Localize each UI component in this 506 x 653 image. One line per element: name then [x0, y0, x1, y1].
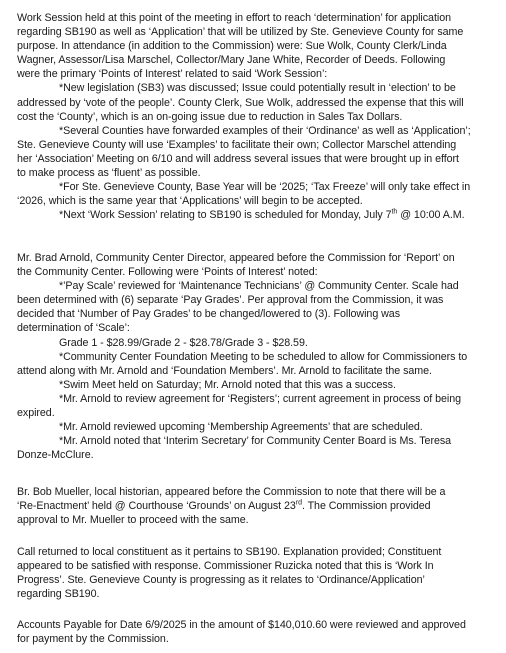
community-center-line: *Swim Meet held on Saturday; Mr. Arnold noted that this was a success. [59, 378, 396, 391]
work-session-intro-line: Wagner, Assessor/Lisa Marschel, Collector/Mary Jane White, Recorder of Deeds. Following [17, 54, 446, 67]
work-session-intro-line: purpose. In attendance (in addition to the Commission) were: Sue Wolk, County Clerk/Linda [17, 40, 447, 53]
accounts-payable-line: for payment by the Commission. [17, 633, 169, 646]
work-session-point-line: addressed by ‘vote of the people’. County Clerk, Sue Wolk, addressed the expense that this will [17, 96, 464, 109]
work-session-point-line: *For Ste. Genevieve County, Base Year will be ‘2025; ‘Tax Freeze’ will only take effect in [59, 181, 471, 194]
community-center-line: decided that ‘Number of Pay Grades’ to be changed/lowered to (3). Following was [17, 308, 400, 321]
constituent-line: regarding SB190. [17, 588, 100, 601]
work-session-intro-line: regarding SB190 as well as ‘Application’ that will be utilized by Ste. Genevieve County for same [17, 26, 464, 39]
work-session-point-line: cost the ‘County’, which is an on-going issue due to reduction in Sales Tax Dollars. [17, 110, 403, 123]
work-session-point-line: ‘2026, which is the same year that ‘Applications’ will begin to be accepted. [17, 195, 363, 208]
community-center-line: attend along with Mr. Arnold and ‘Foundation Members’. Mr. Arnold to facilitate the same. [17, 364, 432, 377]
historian-line: Br. Bob Mueller, local historian, appeared before the Commission to note that there will be a [17, 486, 446, 498]
constituent-line: Progress’. Ste. Genevieve County is progressing as it relates to ‘Ordinance/Application’ [17, 574, 425, 587]
historian-section [17, 485, 499, 527]
constituent-line: Call returned to local constituent as it pertains to SB190. Explanation provided; Constituent [17, 546, 442, 558]
historian-line [17, 499, 499, 513]
work-session-point-line: her ‘Association’ Meeting on 6/10 and will address several issues that were brought up in effort [17, 152, 459, 165]
accounts-payable-line: Accounts Payable for Date 6/9/2025 in the amount of $140,010.60 were reviewed and approved [17, 619, 466, 631]
ordinal-suffix: th [391, 208, 398, 216]
community-center-line: Mr. Brad Arnold, Community Center Director, appeared before the Commission for ‘Report’ on [17, 252, 455, 264]
historian-line: approval to Mr. Mueller to proceed with the same. [17, 514, 249, 527]
community-center-line: *’Pay Scale’ reviewed for ‘Maintenance Technicians’ @ Community Center. Scale had [59, 280, 459, 293]
community-center-line: Donze-McClure. [17, 449, 94, 462]
community-center-section [17, 251, 499, 462]
constituent-line: appeared to be satisfied with response. Commissioner Ruzicka noted that this is ‘Work In [17, 560, 434, 573]
work-session-point-line: *New legislation (SB3) was discussed; Issue could potentially result in ‘election’ to be [59, 82, 456, 95]
next-work-session-time: @ 10:00 A.M. [397, 209, 465, 222]
community-center-line: determination of ‘Scale’: [17, 322, 130, 335]
work-session-point-line: *Several Counties have forwarded examples of their ‘Ordinance’ as well as ‘Application’; [59, 124, 471, 137]
reenactment-text: ‘Re-Enactment’ held @ Courthouse ‘Grounds’ on August 23 [17, 500, 296, 513]
accounts-payable-section [17, 618, 499, 646]
community-center-line: *Mr. Arnold reviewed upcoming ‘Membership Agreements’ that are scheduled. [59, 421, 423, 434]
reenactment-approval-text: . The Commission provided [301, 500, 431, 513]
community-center-line: *Mr. Arnold noted that ‘Interim Secretary’ for Community Center Board is Ms. Teresa [59, 435, 452, 448]
constituent-section [17, 545, 499, 601]
community-center-line: the Community Center. Following were ‘Points of Interest’ noted: [17, 266, 318, 279]
work-session-intro-line: Work Session held at this point of the meeting in effort to reach ‘determination’ for application [17, 12, 451, 24]
next-work-session-line [17, 208, 499, 222]
pay-grades-line: Grade 1 - $28.99/Grade 2 - $28.78/Grade 3 - $28.59. [59, 336, 308, 349]
work-session-point-line: to make process as ‘fluent’ as possible. [17, 167, 201, 180]
community-center-line: *Community Center Foundation Meeting to be scheduled to allow for Commissioners to [59, 350, 468, 363]
community-center-line: been determined with (6) separate ‘Pay Grades’. Per approval from the Commission, it was [17, 294, 444, 307]
ordinal-suffix: rd [295, 499, 302, 507]
work-session-section [17, 11, 499, 222]
next-work-session-text: *Next ‘Work Session’ relating to SB190 is scheduled for Monday, July 7 [59, 209, 392, 222]
work-session-intro-line: were the primary ‘Points of Interest’ related to said ‘Work Session’: [17, 68, 328, 81]
community-center-line: *Mr. Arnold to review agreement for ‘Registers’; current agreement in process of being [59, 392, 462, 405]
community-center-line: expired. [17, 407, 55, 420]
work-session-point-line: Ste. Genevieve County will use ‘Examples’ to facilitate their own; Collector Marschel attending [17, 138, 457, 151]
